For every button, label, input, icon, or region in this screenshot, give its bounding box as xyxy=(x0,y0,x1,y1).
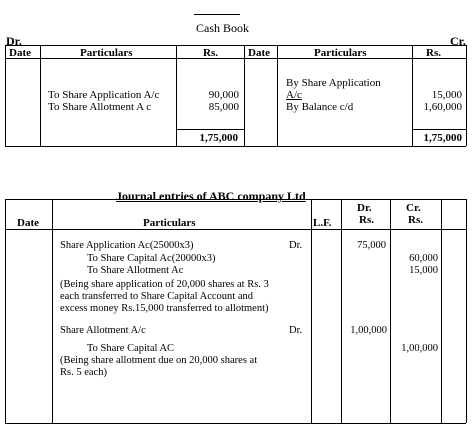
credit-particulars: By Balance c/d xyxy=(286,101,354,113)
dr-label: Dr. xyxy=(6,34,22,48)
journal-rule-top xyxy=(5,199,466,200)
journal-header-cr-rs: Rs. xyxy=(408,214,423,226)
cash-col-line xyxy=(40,45,41,146)
journal-col-line xyxy=(441,199,442,423)
cr-label: Cr. xyxy=(450,34,466,48)
entry1-credit-account: To Share Capital Ac(20000x3) xyxy=(87,253,216,264)
header-particulars-right: Particulars xyxy=(314,47,367,59)
journal-col-line xyxy=(466,199,467,423)
debit-particulars: To Share Allotment A c xyxy=(48,101,152,113)
cash-rule-total-right-top xyxy=(412,129,466,130)
entry1-cr-amount: 60,000 xyxy=(409,253,438,264)
cash-rule-bottom xyxy=(5,146,466,147)
title-rule xyxy=(194,14,240,15)
cash-col-line xyxy=(277,45,278,146)
header-particulars-left: Particulars xyxy=(80,47,133,59)
entry2-dr-amount: 1,00,000 xyxy=(350,325,387,336)
entry1-narration: excess money Rs.15,000 transferred to allotment) xyxy=(60,303,269,314)
entry1-dr-amount: 75,000 xyxy=(357,240,386,251)
header-date-left: Date xyxy=(9,47,31,59)
cash-col-line xyxy=(466,45,467,146)
entry1-debit-account: Share Application Ac(25000x3) xyxy=(60,240,194,251)
journal-col-line xyxy=(390,199,391,423)
cash-rule-top xyxy=(5,45,466,46)
journal-title: Journal entries of ABC company Ltd xyxy=(116,189,306,203)
debit-amount: 85,000 xyxy=(208,101,239,113)
header-date-right: Date xyxy=(248,47,270,59)
cash-rule-header xyxy=(5,58,466,59)
debit-particulars: To Share Application A/c xyxy=(48,89,160,101)
total-left: 1,75,000 xyxy=(199,132,238,144)
credit-particulars: A/c xyxy=(286,89,302,101)
entry2-narration: Rs. 5 each) xyxy=(60,367,107,378)
debit-amount: 90,000 xyxy=(208,89,239,101)
entry2-credit-account: To Share Capital AC xyxy=(87,343,175,354)
cash-rule-total-left-top xyxy=(176,129,244,130)
journal-rule-header xyxy=(5,229,466,230)
journal-header-lf: L.F. xyxy=(313,217,332,229)
header-rs-left: Rs. xyxy=(203,47,218,59)
credit-particulars: By Share Application xyxy=(286,77,381,89)
journal-col-line xyxy=(52,199,53,423)
journal-col-line xyxy=(341,199,342,423)
journal-header-dr: Dr. xyxy=(357,202,372,214)
total-right: 1,75,000 xyxy=(423,132,462,144)
cash-book-title: Cash Book xyxy=(196,21,250,35)
entry1-narration: each transferred to Share Capital Account and xyxy=(60,291,254,302)
entry2-dr-mark: Dr. xyxy=(289,325,303,336)
cash-col-line xyxy=(244,45,245,146)
entry1-dr-mark: Dr. xyxy=(289,240,303,251)
journal-header-date: Date xyxy=(17,217,39,229)
journal-col-line xyxy=(5,199,6,423)
journal-header-dr-rs: Rs. xyxy=(359,214,374,226)
entry1-narration: (Being share application of 20,000 shares at Rs. 3 xyxy=(60,279,269,290)
entry2-narration: (Being share allotment due on 20,000 shares at xyxy=(60,355,258,366)
journal-header-cr: Cr. xyxy=(406,202,421,214)
journal-rule-bottom xyxy=(5,423,466,424)
entry1-credit-account: To Share Allotment Ac xyxy=(87,265,184,276)
journal-header-particulars: Particulars xyxy=(143,217,196,229)
credit-amount: 1,60,000 xyxy=(423,101,462,113)
entry2-cr-amount: 1,00,000 xyxy=(401,343,438,354)
entry1-cr-amount: 15,000 xyxy=(409,265,438,276)
credit-amount: 15,000 xyxy=(431,89,462,101)
cash-col-line xyxy=(5,45,6,146)
header-rs-right: Rs. xyxy=(426,47,441,59)
entry2-debit-account: Share Allotment A/c xyxy=(60,325,146,336)
journal-col-line xyxy=(311,199,312,423)
